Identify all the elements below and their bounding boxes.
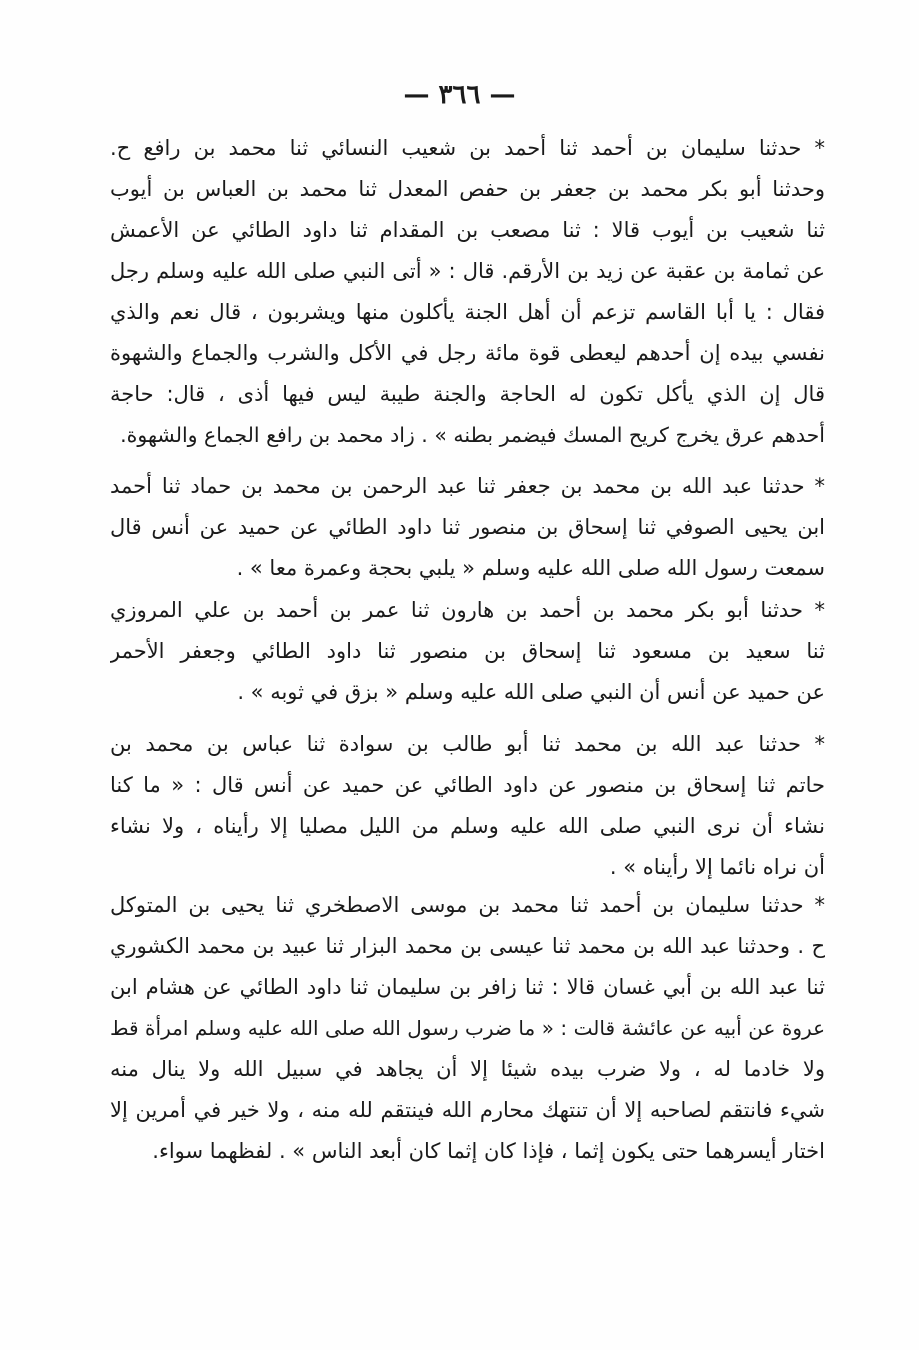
hadith-entry-4 bbox=[110, 724, 825, 888]
text-line: فقال : يا أبا القاسم تزعم أن أهل الجنة يأكلون منها ويشربون ، قال نعم والذي bbox=[110, 300, 825, 324]
text-line: شيء فانتقم لصاحبه إلا أن تنتهك محارم الله فينتقم لله منه ، ولا خير في أمرين إلا bbox=[110, 1098, 825, 1122]
hadith-entry-1 bbox=[110, 128, 825, 456]
hadith-entry-2 bbox=[110, 466, 825, 589]
hadith-entry-3 bbox=[110, 590, 825, 713]
text-line: سمعت رسول الله صلى الله عليه وسلم « يلبي بحجة وعمرة معا » . bbox=[236, 556, 825, 580]
text-line: * حدثنا سليمان بن أحمد ثنا أحمد بن شعيب النسائي ثنا محمد بن رافع ح. bbox=[110, 136, 825, 160]
text-line: عروة عن أبيه عن عائشة قالت : « ما ضرب رسول الله صلى الله عليه وسلم امرأة قط bbox=[110, 1016, 825, 1040]
text-line: أن نراه نائما إلا رأيناه » . bbox=[609, 855, 825, 879]
text-line: عن ثمامة بن عقبة عن زيد بن الأرقم. قال : « أتى النبي صلى الله عليه وسلم رجل bbox=[110, 259, 825, 283]
text-line: * حدثنا أبو بكر محمد بن أحمد بن هارون ثنا عمر بن أحمد بن علي المروزي bbox=[110, 598, 825, 622]
text-line: ثنا شعيب بن أيوب قالا : ثنا مصعب بن المقدام ثنا داود الطائي عن الأعمش bbox=[110, 218, 825, 242]
text-line: اختار أيسرهما حتى يكون إثما ، فإذا كان إثما كان أبعد الناس » . لفظهما سواء. bbox=[152, 1139, 825, 1163]
text-line: ابن يحيى الصوفي ثنا إسحاق بن منصور ثنا داود الطائي عن حميد عن أنس قال bbox=[110, 515, 825, 539]
text-line: أحدهم عرق يخرج كريح المسك فيضمر بطنه » . زاد محمد بن رافع الجماع والشهوة. bbox=[120, 423, 825, 447]
page-number: — ٣٦٦ — bbox=[403, 80, 516, 110]
text-line: حاتم ثنا إسحاق بن منصور عن داود الطائي عن حميد عن أنس قال : « ما كنا bbox=[110, 773, 825, 797]
text-line: ح . وحدثنا عبد الله بن محمد ثنا عيسى بن محمد البزار ثنا عبيد بن محمد الكشوري bbox=[110, 934, 825, 958]
text-line: عن حميد عن أنس أن النبي صلى الله عليه وسلم « بزق في ثوبه » . bbox=[237, 680, 825, 704]
text-line: * حدثنا عبد الله بن محمد بن جعفر ثنا عبد الرحمن بن محمد بن حماد ثنا أحمد bbox=[110, 474, 825, 498]
text-line: ولا خادما له ، ولا ضرب بيده شيئا إلا أن يجاهد في سبيل الله ولا ينال منه bbox=[110, 1057, 825, 1081]
text-line: نشاء أن نرى النبي صلى الله عليه وسلم من الليل مصليا إلا رأيناه ، ولا نشاء bbox=[110, 814, 825, 838]
text-line: * حدثنا عبد الله بن محمد ثنا أبو طالب بن سوادة ثنا عباس بن محمد بن bbox=[110, 732, 825, 756]
text-line: ثنا سعيد بن مسعود ثنا إسحاق بن منصور ثنا داود الطائي وجعفر الأحمر bbox=[110, 639, 825, 663]
hadith-entry-5 bbox=[110, 885, 825, 1172]
text-line: وحدثنا أبو بكر محمد بن جعفر بن حفص المعدل ثنا محمد بن العباس بن أيوب bbox=[110, 177, 825, 201]
text-line: قال إن الذي يأكل تكون له الحاجة والجنة طيبة ليس فيها أذى ، قال: حاجة bbox=[110, 382, 825, 406]
text-line: نفسي بيده إن أحدهم ليعطى قوة مائة رجل في الأكل والشرب والجماع والشهوة bbox=[110, 341, 825, 365]
text-line: * حدثنا سليمان بن أحمد ثنا محمد بن موسى الاصطخري ثنا يحيى بن المتوكل bbox=[110, 893, 825, 917]
text-line: ثنا عبد الله بن أبي غسان قالا : ثنا زافر بن سليمان ثنا داود الطائي عن هشام ابن bbox=[110, 975, 825, 999]
